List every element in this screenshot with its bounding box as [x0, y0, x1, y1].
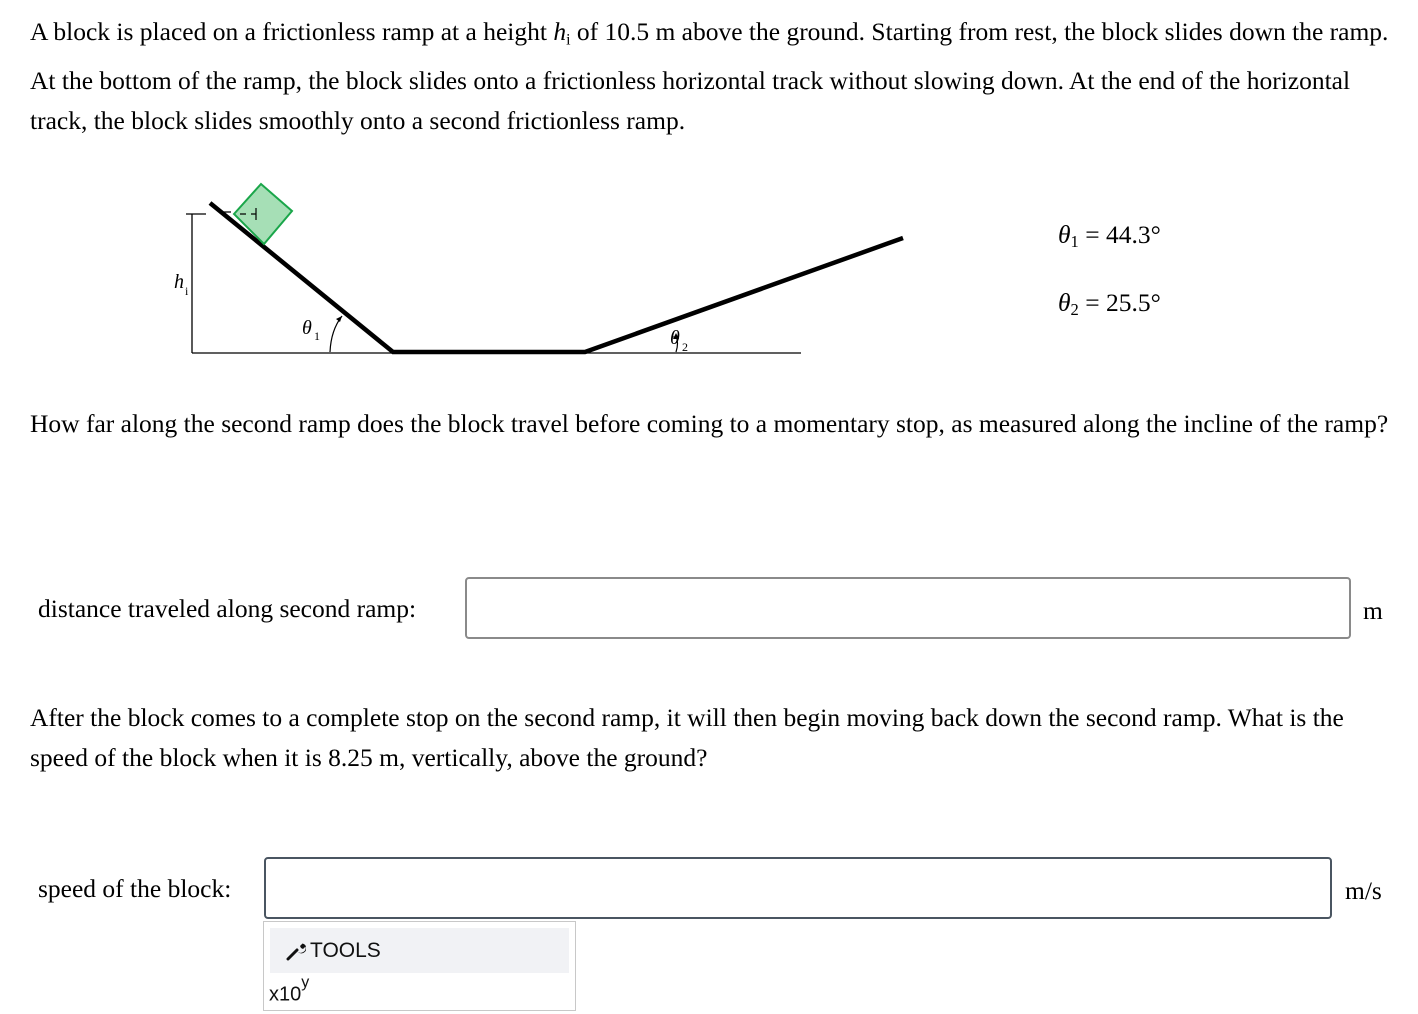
theta2-subscript: 2: [1070, 300, 1079, 320]
angle2-label-subscript: 2: [682, 340, 688, 354]
height-label-subscript: i: [185, 284, 189, 298]
height-symbol-subscript: i: [566, 31, 571, 49]
angle2-label: θ: [670, 327, 680, 349]
distance-input[interactable]: [465, 577, 1351, 639]
height-symbol: [553, 17, 571, 49]
angle1-label: θ: [302, 317, 312, 339]
intro-text-part2: of 10.5 m above the ground. Starting from rest, the block slides down the ramp. At the bottom of the ramp, the block slides onto a frictionless horizontal track without slowing down. At the end of the horizontal track, the block slides smoothly onto a second frictionless ramp.: [30, 17, 1389, 135]
given-theta2: [1058, 288, 1161, 325]
speed-label: speed of the block:: [38, 874, 232, 903]
theta1-value: = 44.3°: [1085, 220, 1161, 249]
height-label: h: [174, 271, 184, 293]
angle1-arrowhead: [336, 316, 342, 322]
intro-text-part1: A block is placed on a frictionless ramp at a height: [30, 17, 554, 46]
speed-input[interactable]: [264, 857, 1332, 919]
sci-notation-base: x10: [269, 983, 302, 1006]
ramp-diagram-svg: [150, 170, 910, 370]
angle1-arc: [330, 316, 342, 352]
ramp-diagram: [150, 170, 910, 370]
height-symbol-letter: h: [553, 17, 567, 46]
sci-notation-exponent: y: [301, 974, 310, 991]
question-1: How far along the second ramp does the block travel before coming to a momentary stop, as measured along the incline of the ramp?: [30, 409, 1389, 438]
theta2-symbol: θ: [1058, 288, 1071, 317]
tools-panel: [263, 921, 576, 1011]
theta1-symbol: θ: [1058, 220, 1071, 249]
angle1-label-subscript: 1: [314, 329, 320, 343]
question-2: After the block comes to a complete stop on the second ramp, it will then begin moving back down the second ramp. What is the speed of the block when it is 8.25 m, vertically, above the ground?: [30, 703, 1344, 772]
tools-button[interactable]: [270, 928, 569, 973]
distance-unit: m: [1363, 596, 1383, 625]
problem-intro: [30, 12, 1400, 141]
given-theta1: [1058, 220, 1161, 257]
theta2-value: = 25.5°: [1085, 288, 1161, 317]
wrench-icon: [286, 941, 306, 961]
scientific-notation-button[interactable]: [269, 974, 309, 1010]
tools-label: TOOLS: [310, 938, 381, 962]
speed-unit: m/s: [1345, 876, 1382, 905]
distance-label: distance traveled along second ramp:: [38, 594, 417, 623]
theta1-subscript: 1: [1070, 232, 1079, 252]
